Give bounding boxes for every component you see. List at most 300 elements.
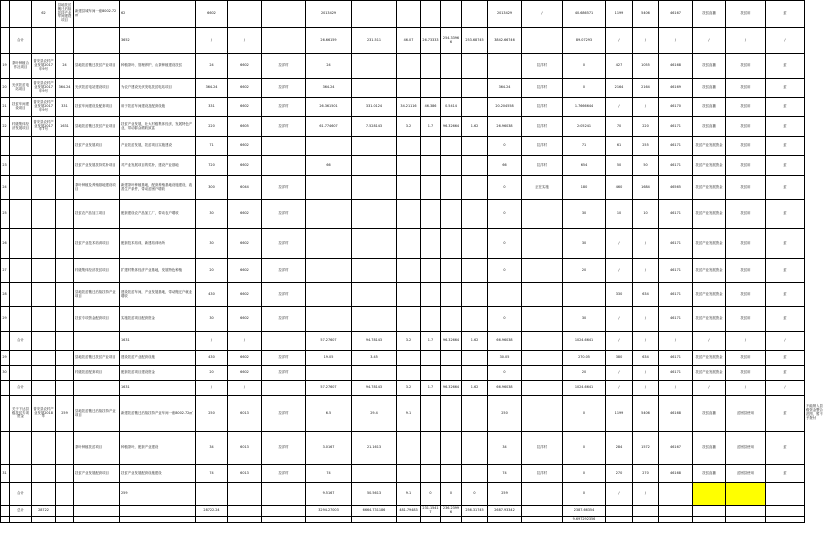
table-cell: 贫 <box>766 283 805 307</box>
table-cell: 71 <box>196 137 228 156</box>
row-number-cell <box>0 0 10 28</box>
table-cell <box>462 98 488 117</box>
table-cell: 县地扶贫搬迁扶贫产业项目 <box>74 117 120 137</box>
table-cell: 236.23996 <box>441 506 462 517</box>
table-cell <box>397 432 421 465</box>
table-cell: 29.4 <box>352 396 397 432</box>
table-cell: 拉洋村 <box>262 117 306 137</box>
table-cell: 26.361501 <box>306 98 352 117</box>
table-cell: 扶贫车间建设及配套项目 <box>74 98 120 117</box>
table-cell <box>32 517 56 523</box>
table-cell: 扶贫用 <box>726 283 766 307</box>
table-cell: 255 <box>633 137 659 156</box>
table-cell: 1684 <box>633 176 659 200</box>
table-cell <box>462 200 488 229</box>
table-cell: 扶贫产业发展资金 <box>693 200 726 229</box>
table-cell: 6.5 <box>306 396 352 432</box>
table-cell: 1199 <box>606 396 633 432</box>
table-cell: 贫 <box>766 54 805 79</box>
table-cell: / <box>606 381 633 396</box>
table-cell: / <box>633 332 659 351</box>
table-cell: 24 <box>56 54 74 79</box>
table-cell: 1.62 <box>462 332 488 351</box>
table-cell: 3.2 <box>397 117 421 137</box>
table-cell <box>462 396 488 432</box>
table-cell: 46169 <box>659 79 693 98</box>
table-cell <box>74 506 120 517</box>
table-cell: 拉洋村 <box>262 79 306 98</box>
table-cell: 0 <box>488 229 522 259</box>
table-cell <box>262 156 306 176</box>
table-cell: 普安县农村产业发展2017年9号 <box>32 98 56 117</box>
table-cell <box>441 137 462 156</box>
table-cell <box>10 0 32 28</box>
table-cell <box>441 366 462 381</box>
table-cell: / <box>606 366 633 381</box>
table-cell <box>306 137 352 156</box>
table-cell: 6664.731186 <box>352 506 397 517</box>
table-cell <box>522 28 563 54</box>
table-cell <box>56 176 74 200</box>
table-cell: 普安县农村产业发展2017年9号 <box>32 79 56 98</box>
table-cell <box>120 506 196 517</box>
table-cell: 扶贫用 <box>726 366 766 381</box>
table-cell: 扶贫产业发展资金 <box>693 351 726 366</box>
row-number-cell: 24 <box>0 176 10 200</box>
table-cell <box>74 483 120 506</box>
table-cell <box>397 283 421 307</box>
row-number-cell: 21 <box>0 98 10 117</box>
table-cell: 扶贫直播 <box>693 54 726 79</box>
table-cell: / <box>726 381 766 396</box>
table-cell: / <box>228 28 262 54</box>
table-cell <box>262 0 306 28</box>
table-cell <box>352 0 397 28</box>
table-cell <box>262 483 306 506</box>
table-cell: 66.96038 <box>488 332 522 351</box>
table-cell: 1.7 <box>421 332 441 351</box>
table-cell: 扶贫用 <box>726 156 766 176</box>
table-cell: 扶贫产业发展配套设施建设 <box>120 465 196 483</box>
table-cell <box>352 366 397 381</box>
table-cell: 46171 <box>659 137 693 156</box>
table-cell <box>32 137 56 156</box>
table-cell: 96.32664 <box>441 117 462 137</box>
table-cell: 新建扶贫搬迁后续扶持产业车间一座8002.72㎡ <box>120 396 196 432</box>
table-cell <box>56 283 74 307</box>
table-cell: 259 <box>488 483 522 506</box>
table-cell: 配套建设农产品加工厂，带动农户增收 <box>120 200 196 229</box>
table-cell <box>10 432 32 465</box>
table-cell: 0 <box>488 366 522 381</box>
table-cell: 46171 <box>659 366 693 381</box>
table-cell: / <box>228 332 262 351</box>
table-cell: 364.24 <box>306 79 352 98</box>
table-cell: 3294.27003 <box>306 506 352 517</box>
row-number-cell <box>0 28 10 54</box>
table-cell <box>421 200 441 229</box>
table-cell <box>228 483 262 506</box>
table-cell: 2013429 <box>306 0 352 28</box>
table-cell <box>397 200 421 229</box>
table-cell: 扶贫农产品加工项目 <box>74 200 120 229</box>
table-cell <box>56 332 74 351</box>
table-cell <box>421 396 441 432</box>
table-cell: 46171 <box>659 259 693 283</box>
table-cell <box>262 137 306 156</box>
table-cell: 6602 <box>228 283 262 307</box>
table-cell <box>32 307 56 332</box>
table-cell <box>421 137 441 156</box>
table-cell: 331 <box>196 98 228 117</box>
table-cell <box>56 366 74 381</box>
table-cell <box>441 79 462 98</box>
table-cell: 扶贫产业发展配套项目 <box>74 465 120 483</box>
table-cell: 0 <box>441 483 462 506</box>
table-cell <box>421 229 441 259</box>
table-cell <box>306 307 352 332</box>
table-cell: 扶贫直播 <box>693 117 726 137</box>
table-cell: 扶贫产业发展资金 <box>693 137 726 156</box>
table-cell: 扶贫产业发展扶持奖补项目 <box>74 156 120 176</box>
table-cell: 合计 <box>10 332 32 351</box>
table-cell: / <box>633 28 659 54</box>
table-cell <box>32 381 56 396</box>
table-cell: 县地扶贫搬迁扶贫产业项目 <box>74 54 120 79</box>
table-cell: 配套扶贫项目建设资金 <box>120 366 196 381</box>
table-cell: 46565 <box>659 176 693 200</box>
table-cell <box>397 517 421 523</box>
table-cell <box>32 465 56 483</box>
table-cell: 产业扶贫发展，扶贫项目实施建设 <box>120 137 196 156</box>
table-cell: 关于下达县级扶贫专项资金 <box>10 396 32 432</box>
table-cell: 300 <box>196 176 228 200</box>
table-cell: 扶贫用 <box>726 229 766 259</box>
table-cell <box>228 517 262 523</box>
row-number-cell: 25 <box>0 200 10 229</box>
table-cell: 259 <box>120 483 196 506</box>
table-cell <box>56 351 74 366</box>
table-cell <box>32 366 56 381</box>
table-cell <box>462 366 488 381</box>
table-cell <box>352 465 397 483</box>
table-cell: 427 <box>606 54 633 79</box>
table-cell: 20 <box>196 259 228 283</box>
table-cell: 250 <box>196 396 228 432</box>
table-cell: 1199 <box>606 0 633 28</box>
table-cell: 6602 <box>228 229 262 259</box>
table-cell <box>441 0 462 28</box>
table-cell: 县地扶贫搬迁扶贫产业项目 <box>74 351 120 366</box>
table-cell <box>56 307 74 332</box>
table-cell: 光伏扶贫电站项目 <box>10 79 32 98</box>
row-number-cell: 19 <box>0 54 10 79</box>
table-cell <box>606 517 633 523</box>
table-cell: 0 <box>488 200 522 229</box>
table-cell <box>120 517 196 523</box>
table-cell <box>10 259 32 283</box>
table-cell <box>352 259 397 283</box>
table-cell: 用于扶贫车间建设及配套设施 <box>120 98 196 117</box>
table-cell <box>488 283 522 307</box>
table-cell <box>522 351 563 366</box>
table-cell <box>441 432 462 465</box>
table-cell: 普安县农村产业发展2017年9号 <box>32 54 56 79</box>
table-cell: 96.32664 <box>441 381 462 396</box>
table-cell: 1.62 <box>462 381 488 396</box>
table-cell <box>726 483 766 506</box>
table-cell <box>56 381 74 396</box>
table-cell: 66 <box>488 156 522 176</box>
table-cell: 26.96038 <box>488 117 522 137</box>
table-cell: 贫 <box>766 98 805 117</box>
table-cell: 66 <box>306 156 352 176</box>
table-cell: 0.5414 <box>441 98 462 117</box>
table-cell: 50 <box>606 156 633 176</box>
table-cell <box>74 28 120 54</box>
table-cell: 1631 <box>56 117 74 137</box>
table-cell <box>633 517 659 523</box>
table-cell: 26.66159 <box>306 28 352 54</box>
table-cell <box>522 381 563 396</box>
row-number-cell <box>0 381 10 396</box>
table-cell: 拉洋村 <box>262 229 306 259</box>
table-cell: 331 <box>56 98 74 117</box>
table-cell <box>441 283 462 307</box>
table-cell <box>32 28 56 54</box>
table-cell: 3.45 <box>352 351 397 366</box>
table-cell <box>441 465 462 483</box>
table-cell: / <box>659 28 693 54</box>
table-cell <box>306 200 352 229</box>
table-cell <box>633 506 659 517</box>
table-cell: 270 <box>633 465 659 483</box>
table-cell: 拉洋村 <box>262 351 306 366</box>
table-cell: 普安县农村产业发展2017年7号 <box>32 117 56 137</box>
table-cell: 46171 <box>659 351 693 366</box>
table-cell: / <box>659 332 693 351</box>
table-cell <box>659 483 693 506</box>
table-cell: 46.07 <box>397 28 421 54</box>
table-cell: / <box>606 229 633 259</box>
table-cell <box>421 307 441 332</box>
table-cell <box>32 483 56 506</box>
table-cell: 34.21116 <box>397 98 421 117</box>
table-cell: 扶贫直播 <box>693 396 726 432</box>
table-cell: 430 <box>196 283 228 307</box>
table-cell <box>488 517 522 523</box>
table-cell: 拉洋村 <box>262 176 306 200</box>
table-cell: 6602 <box>228 79 262 98</box>
table-cell <box>441 307 462 332</box>
table-cell: 9.1 <box>397 396 421 432</box>
table-cell <box>397 79 421 98</box>
table-cell: 6602 <box>228 366 262 381</box>
table-cell: 1.62 <box>462 117 488 137</box>
table-cell: 6602 <box>228 98 262 117</box>
table-cell: 0 <box>563 483 606 506</box>
table-cell: 6602 <box>228 156 262 176</box>
table-cell <box>74 517 120 523</box>
table-cell: 2:05241 <box>563 117 606 137</box>
table-cell: 3652 <box>120 28 196 54</box>
table-cell: 扶贫用 <box>726 176 766 200</box>
table-cell: / <box>606 483 633 506</box>
table-cell: 259 <box>56 396 74 432</box>
table-cell: 634 <box>633 351 659 366</box>
table-cell: 光伏扶贫电站建设项目 <box>74 79 120 98</box>
table-cell: 扶贫用 <box>726 200 766 229</box>
table-cell: 30 <box>196 307 228 332</box>
table-cell <box>56 229 74 259</box>
table-cell <box>397 54 421 79</box>
table-cell <box>397 137 421 156</box>
table-cell: 720 <box>196 156 228 176</box>
table-cell: 57.27607 <box>306 332 352 351</box>
table-cell <box>32 176 56 200</box>
table-cell <box>10 156 32 176</box>
table-cell: 拉洋村 <box>262 98 306 117</box>
row-number-cell <box>0 332 10 351</box>
table-cell: 0 <box>563 54 606 79</box>
table-cell <box>693 517 726 523</box>
table-cell <box>352 229 397 259</box>
table-cell <box>488 54 522 79</box>
table-cell: 2687.93342 <box>488 506 522 517</box>
table-cell: / <box>633 229 659 259</box>
table-cell: 拉洋村 <box>262 200 306 229</box>
table-cell: 建设扶贫车间，产业发展基地，带动搬迁户就业增收 <box>120 283 196 307</box>
row-number-cell: 27 <box>0 259 10 283</box>
table-cell: 180 <box>563 176 606 200</box>
table-cell <box>441 200 462 229</box>
table-cell: / <box>693 28 726 54</box>
table-cell: 县地扶贫搬迁后续扶持产业项目 <box>74 283 120 307</box>
row-number-cell: 23 <box>0 156 10 176</box>
table-cell: 贫 <box>766 465 805 483</box>
row-number-cell: 29 <box>0 307 10 332</box>
table-cell <box>462 156 488 176</box>
table-cell: 3.2 <box>397 332 421 351</box>
table-cell: / <box>633 307 659 332</box>
table-cell <box>659 506 693 517</box>
table-cell <box>10 137 32 156</box>
table-cell: 贫 <box>766 366 805 381</box>
table-cell: 96.32664 <box>441 332 462 351</box>
table-cell <box>262 506 306 517</box>
table-cell: 3842.66746 <box>488 28 522 54</box>
table-cell: 扶贫直播 <box>693 432 726 465</box>
table-cell: 331.0124 <box>352 98 397 117</box>
table-cell <box>10 229 32 259</box>
table-cell: 256.31745 <box>462 506 488 517</box>
table-cell <box>522 332 563 351</box>
table-cell: 46171 <box>659 307 693 332</box>
table-cell: 364.24 <box>488 79 522 98</box>
table-cell: 新建茶叶种植基地，配套养殖基地设施建设，改善生产条件，带动贫困户增收 <box>120 176 196 200</box>
row-number-cell: 30 <box>0 366 10 381</box>
table-cell <box>563 283 606 307</box>
table-cell: 0 <box>488 137 522 156</box>
table-cell <box>10 307 32 332</box>
table-cell: 拉洋村 <box>522 465 563 483</box>
table-cell <box>56 28 74 54</box>
table-cell: 6602 <box>228 137 262 156</box>
table-cell: 430 <box>196 351 228 366</box>
table-cell: 拉洋村 <box>522 156 563 176</box>
table-cell <box>462 54 488 79</box>
table-cell: / <box>522 0 563 28</box>
table-cell <box>693 483 726 506</box>
table-cell: 30 <box>563 307 606 332</box>
table-cell <box>32 229 56 259</box>
table-cell <box>522 483 563 506</box>
table-cell: 新建县城车间一座8002.72㎡ <box>74 0 120 28</box>
table-cell: 扶贫产业发展项目 <box>74 137 120 156</box>
table-cell <box>441 156 462 176</box>
table-cell <box>522 307 563 332</box>
table-cell: 拉洋村 <box>522 137 563 156</box>
table-cell: 1.7 <box>421 117 441 137</box>
table-cell: / <box>693 381 726 396</box>
table-cell: 6602 <box>228 307 262 332</box>
table-cell: 贫 <box>766 79 805 98</box>
table-cell: 配套技术培训，新建培训场所 <box>120 229 196 259</box>
row-number-cell <box>0 483 10 506</box>
table-cell <box>462 137 488 156</box>
table-cell: 57.27607 <box>306 381 352 396</box>
table-cell <box>421 0 441 28</box>
table-cell: / <box>766 332 805 351</box>
table-cell: / <box>606 307 633 332</box>
table-cell <box>262 381 306 396</box>
row-number-cell <box>0 396 10 432</box>
table-cell: 0 <box>563 396 606 432</box>
table-cell: 220 <box>633 117 659 137</box>
table-cell <box>397 259 421 283</box>
table-cell <box>522 283 563 307</box>
table-cell: 20 <box>563 366 606 381</box>
table-cell <box>397 351 421 366</box>
table-cell <box>352 54 397 79</box>
table-cell: 村级集体经济发展项目 <box>10 117 32 137</box>
table-cell: 扶贫直播 <box>693 465 726 483</box>
table-cell <box>74 332 120 351</box>
table-cell <box>352 517 397 523</box>
table-cell <box>32 351 56 366</box>
table-cell: 1572 <box>633 432 659 465</box>
table-cell: 拉洋村 <box>262 366 306 381</box>
table-cell <box>606 506 633 517</box>
table-cell: 481.79483 <box>397 506 421 517</box>
table-cell: 贫 <box>766 137 805 156</box>
table-cell: 9.1 <box>397 483 421 506</box>
table-cell <box>462 283 488 307</box>
row-number-cell: 28 <box>0 283 10 307</box>
table-cell <box>10 351 32 366</box>
table-cell: 茶叶种植扶贫项目 <box>74 432 120 465</box>
table-cell <box>522 259 563 283</box>
table-cell: 6602 <box>228 200 262 229</box>
table-cell: 220 <box>196 117 228 137</box>
table-cell <box>56 465 74 483</box>
table-cell <box>306 283 352 307</box>
table-cell <box>462 259 488 283</box>
table-cell <box>352 137 397 156</box>
table-cell: 0 <box>488 307 522 332</box>
table-cell: 254.33966 <box>441 28 462 54</box>
table-cell: 拉洋村 <box>262 465 306 483</box>
